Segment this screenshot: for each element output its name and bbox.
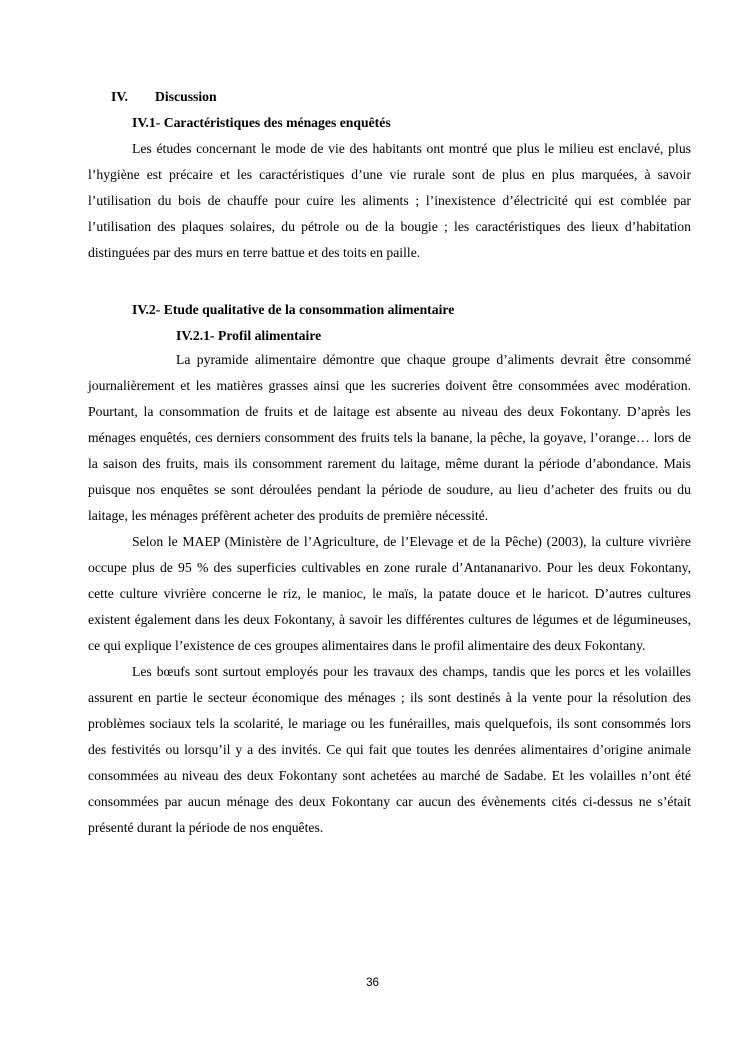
subsection-iv-1-body	[88, 136, 691, 266]
subsection-heading-iv-1: IV.1- Caractéristiques des ménages enquêtés	[132, 115, 391, 130]
subsubsection-heading-iv-2-1: IV.2.1- Profil alimentaire	[176, 328, 322, 343]
section-heading	[111, 87, 217, 107]
subsection-iv-2-body	[88, 347, 691, 841]
subsection-heading-iv-2: IV.2- Etude qualitative de la consommation alimentaire	[132, 302, 455, 317]
section-title: Discussion	[155, 89, 217, 104]
paragraph: La pyramide alimentaire démontre que chaque groupe d’aliments devrait être consommé journalièrement et les matières grasses ainsi que les sucreries doivent être consommées avec modération. Pourtant, la consommation de fruits et de laitage est absente au niveau des deux Fokontany. D’après les ménages enquêtés, ces derniers consomment des fruits tels la banane, la pêche, la goyave, l’orange… lors de la saison des fruits, mais ils consomment rarement du laitage, même durant la période d’abondance. Mais puisque nos enquêtes se sont déroulées pendant la période de soudure, au lieu d’acheter des fruits ou du laitage, les ménages préfèrent acheter des produits de première nécessité.	[88, 352, 691, 523]
page-number: 36	[366, 977, 379, 989]
paragraph: Les bœufs sont surtout employés pour les travaux des champs, tandis que les porcs et les volailles assurent en partie le secteur économique des ménages ; ils sont destinés à la vente pour la résolution des problèmes sociaux tels la scolarité, le mariage ou les funérailles, mais quelquefois, ils sont consommés lors des festivités ou lorsqu’il y a des invités. Ce qui fait que toutes les denrées alimentaires d’origine animale consommées au niveau des deux Fokontany sont achetées au marché de Sadabe. Et les volailles n’ont été consommées par aucun ménage des deux Fokontany car aucun des évènements cités ci-dessus ne s’était présenté durant la période de nos enquêtes.	[88, 664, 691, 835]
paragraph: Selon le MAEP (Ministère de l’Agriculture, de l’Elevage et de la Pêche) (2003), la culture vivrière occupe plus de 95 % des superficies cultivables en zone rurale d’Antananarivo. Pour les deux Fokontany, cette culture vivrière concerne le riz, le manioc, le maïs, la patate douce et le haricot. D’autres cultures existent également dans les deux Fokontany, à savoir les différentes cultures de légumes et de légumineuses, ce qui explique l’existence de ces groupes alimentaires dans le profil alimentaire des deux Fokontany.	[88, 534, 691, 653]
section-number: IV.	[111, 89, 128, 104]
paragraph: Les études concernant le mode de vie des habitants ont montré que plus le milieu est enclavé, plus l’hygiène est précaire et les caractéristiques d’une vie rurale sont de plus en plus marquées, à savoir l’utilisation du bois de chauffe pour cuire les aliments ; l’inexistence d’électricité qui est comblée par l’utilisation des plaques solaires, du pétrole ou de la bougie ; les caractéristiques des lieux d’habitation distinguées par des murs en terre battue et des toits en paille.	[88, 141, 691, 260]
